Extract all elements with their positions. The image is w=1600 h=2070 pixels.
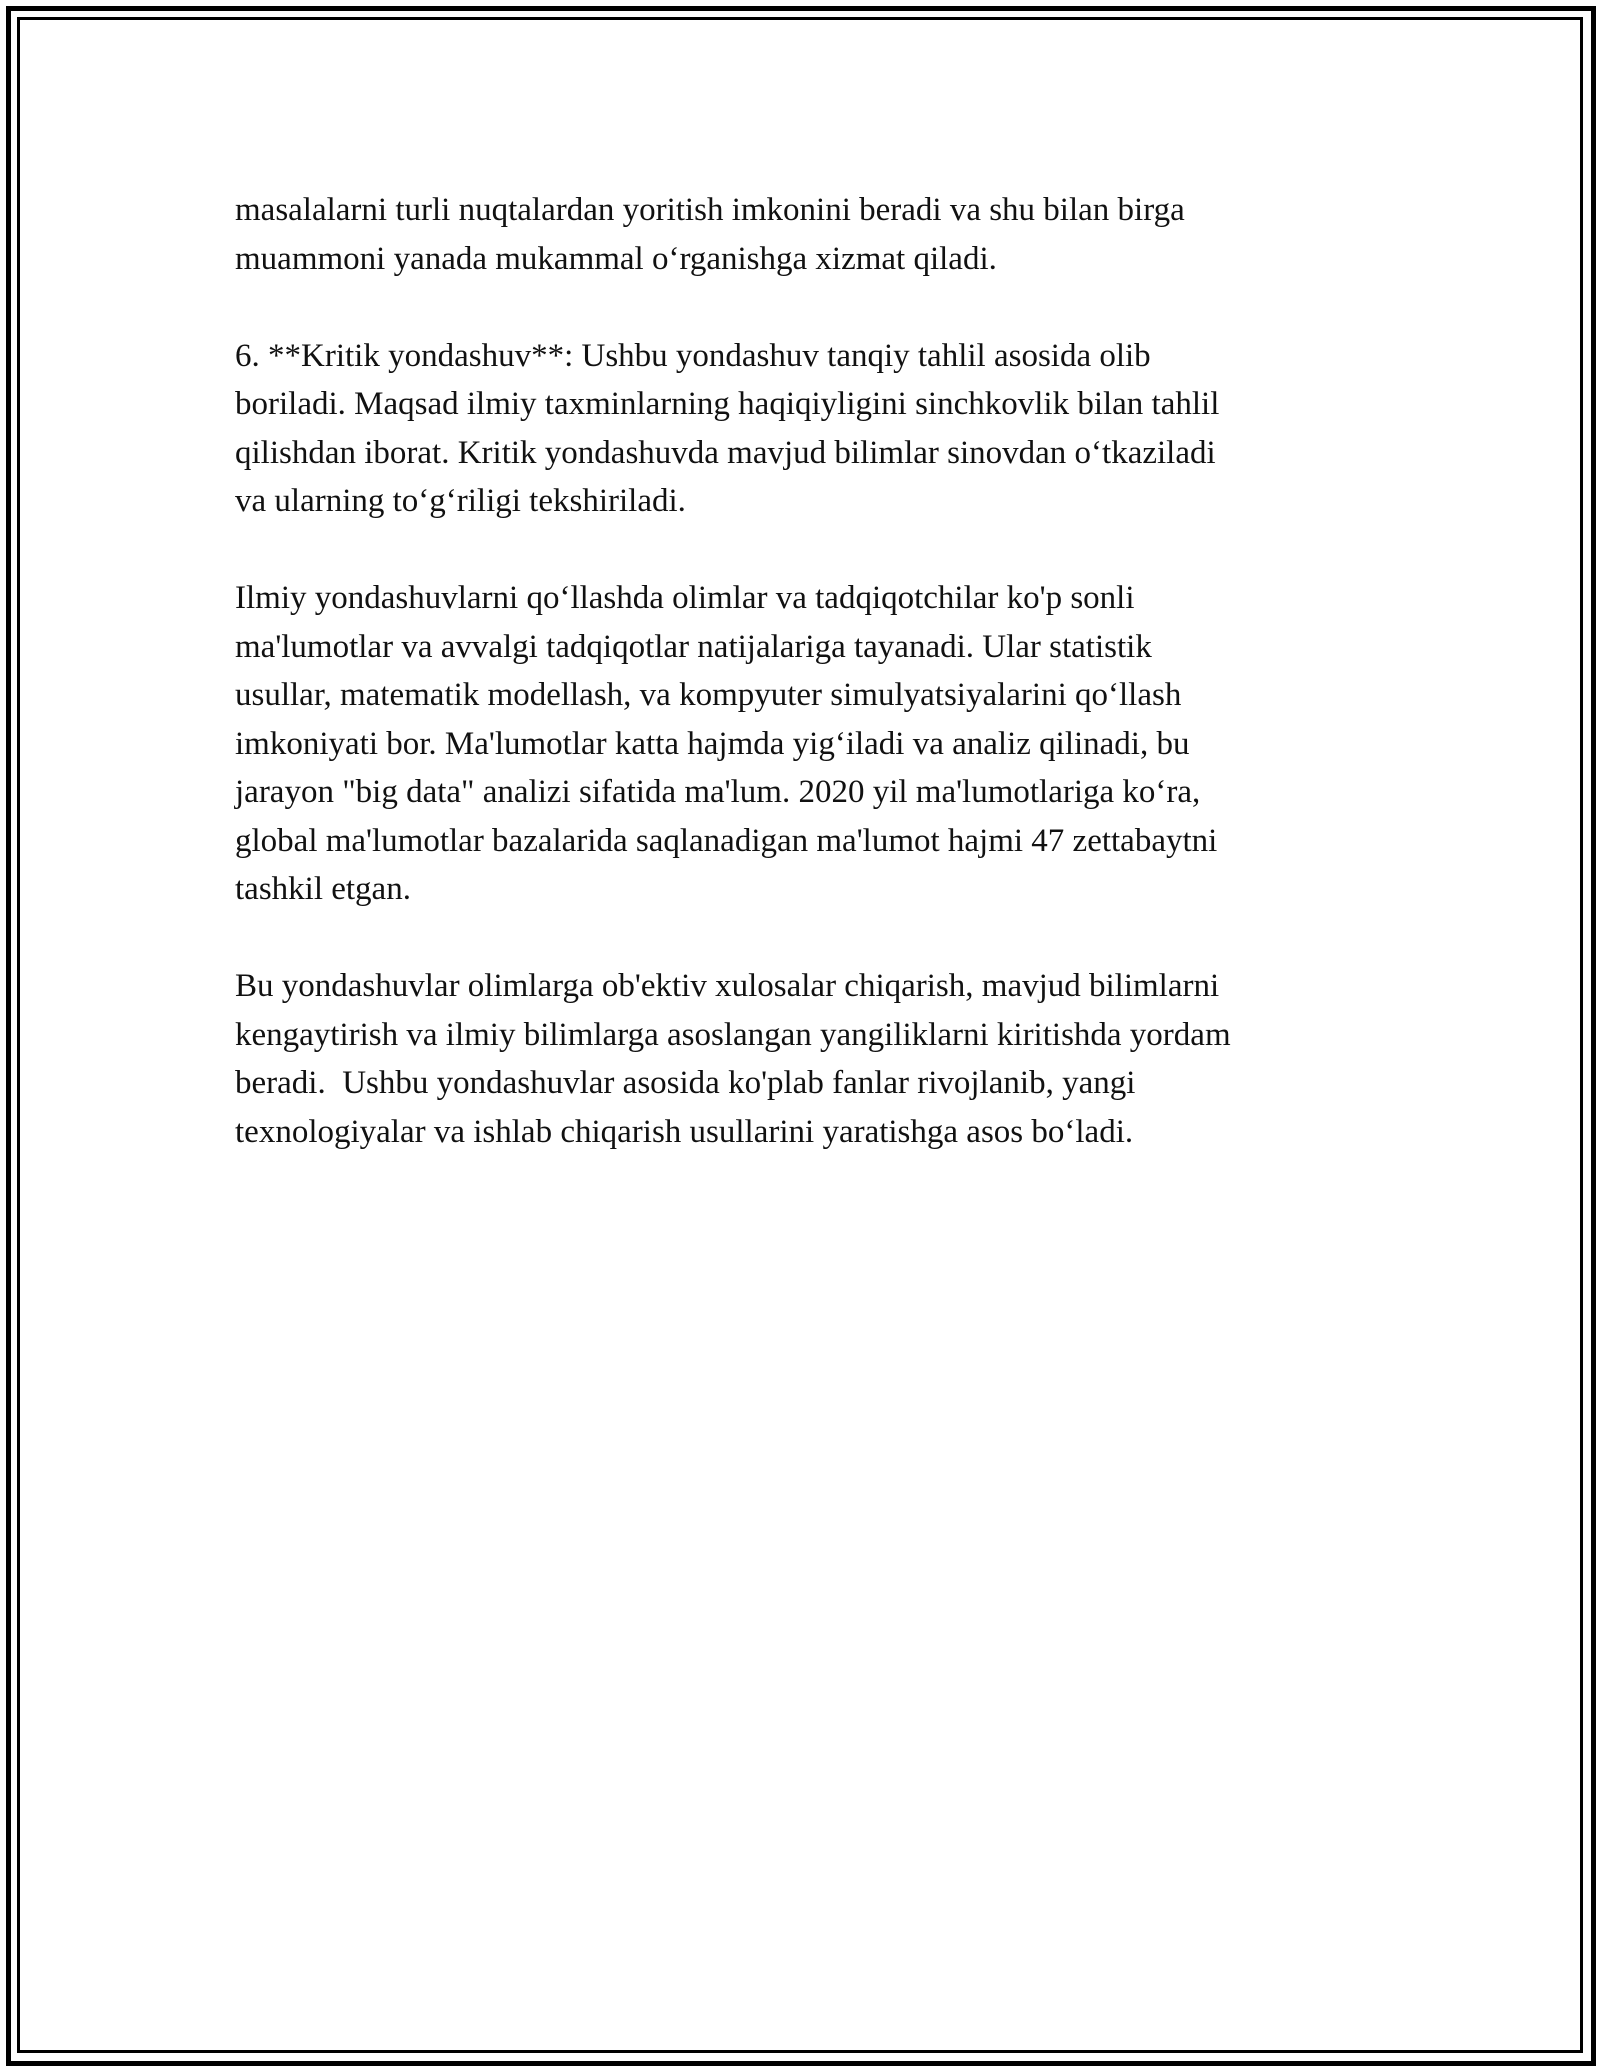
text-line: global ma'lumotlar bazalarida saqlanadigan ma'lumot hajmi 47 zettabaytni (235, 822, 1218, 859)
text-line: ma'lumotlar va avvalgi tadqiqotlar natijalariga tayanadi. Ular statistik (235, 628, 1152, 665)
paragraph-critical-approach (235, 332, 1375, 526)
text-line: jarayon "big data" analizi sifatida ma'lum. 2020 yil ma'lumotlariga ko‘ra, (235, 774, 1201, 810)
text-line: boriladi. Maqsad ilmiy taxminlarning haqiqiyligini sinchkovlik bilan tahlil (235, 386, 1220, 422)
text-line: qilishdan iborat. Kritik yondashuvda mavjud bilimlar sinovdan o‘tkaziladi (235, 434, 1216, 471)
paragraph-continuation (235, 186, 1375, 283)
text-line: 6. **Kritik yondashuv**: Ushbu yondashuv tanqiy tahlil asosida olib (235, 337, 1151, 374)
text-line: imkoniyati bor. Ma'lumotlar katta hajmda yig‘iladi va analiz qilinadi, bu (235, 725, 1190, 762)
text-line: Ilmiy yondashuvlarni qo‘llashda olimlar va tadqiqotchilar ko'p sonli (235, 580, 1135, 616)
text-line: muammoni yanada mukammal o‘rganishga xizmat qiladi. (235, 240, 997, 277)
text-line: Bu yondashuvlar olimlarga ob'ektiv xulosalar chiqarish, mavjud bilimlarni (235, 968, 1220, 1004)
paragraph-scientific-approaches (235, 574, 1375, 914)
paragraph-conclusion (235, 962, 1375, 1156)
text-line: texnologiyalar va ishlab chiqarish usullarini yaratishga asos bo‘ladi. (235, 1113, 1134, 1150)
text-line: kengaytirish va ilmiy bilimlarga asoslangan yangiliklarni kiritishda yordam (235, 1016, 1231, 1053)
text-line: usullar, matematik modellash, va kompyuter simulyatsiyalarini qo‘llash (235, 677, 1182, 713)
text-line: tashkil etgan. (235, 871, 411, 907)
text-line: beradi. Ushbu yondashuvlar asosida ko'plab fanlar rivojlanib, yangi (235, 1065, 1136, 1101)
text-line: masalalarni turli nuqtalardan yoritish imkonini beradi va shu bilan birga (235, 192, 1185, 228)
document-body (235, 186, 1375, 1205)
text-line: va ularning to‘g‘riligi tekshiriladi. (235, 483, 686, 519)
